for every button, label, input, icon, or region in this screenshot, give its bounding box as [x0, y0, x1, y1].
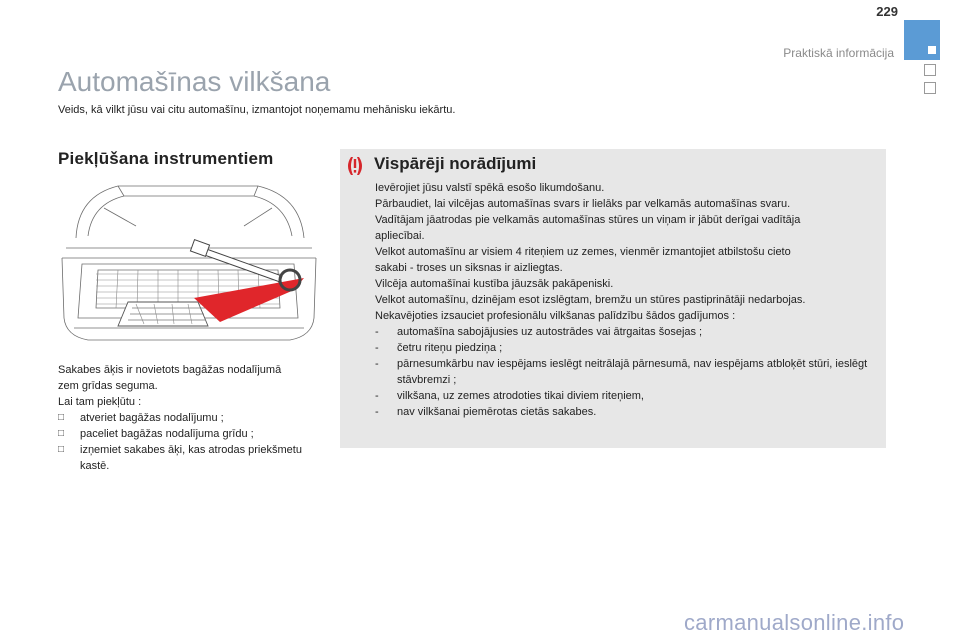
access-step [58, 442, 318, 474]
towing-case-text: četru riteņu piedziņa ; [397, 342, 503, 354]
general-line: apliecībai. [375, 230, 425, 242]
access-heading: Piekļūšana instrumentiem [58, 149, 274, 168]
dash-marker: - [375, 406, 379, 418]
towing-case [375, 388, 880, 404]
general-line: sakabi - troses un siksnas ir aizliegtas. [375, 262, 563, 274]
checkbox-bullet-icon: □ [58, 428, 65, 439]
dash-marker: - [375, 326, 379, 338]
access-step-text: paceliet bagāžas nodalījuma grīdu ; [80, 428, 254, 440]
trunk-tow-hook-illustration [58, 178, 320, 354]
towing-case-text: pārnesumkārbu nav iespējams ieslēgt neitrālajā pārnesumā, nav iespējams atbloķēt stūri, ieslēgt stāvbremzi ; [397, 358, 868, 386]
chapter-tab[interactable] [904, 20, 940, 60]
section-label: Praktiskā informācija [783, 46, 894, 60]
general-heading: Vispārēji norādījumi [374, 154, 537, 173]
access-step [58, 426, 318, 442]
towing-case [375, 356, 880, 388]
general-line: Vilcēja automašīnai kustība jāuzsāk pakāpeniski. [375, 278, 614, 290]
dash-marker: - [375, 342, 379, 354]
chapter-tab-marker [928, 46, 936, 54]
general-line: Pārbaudiet, lai vilcējas automašīnas svars ir lielāks par velkamās automašīnas svaru. [375, 198, 791, 210]
dash-marker: - [375, 358, 379, 370]
access-step [58, 410, 318, 426]
towing-case-text: vilkšana, uz zemes atrodoties tikai diviem riteņiem, [397, 390, 644, 402]
towing-case [375, 340, 880, 356]
checkbox-bullet-icon: □ [58, 444, 65, 455]
access-instructions [58, 362, 318, 474]
page-title: Automašīnas vilkšana [58, 66, 331, 97]
access-text-line: Lai tam piekļūtu : [58, 396, 142, 408]
access-steps-list [58, 410, 318, 474]
general-line: Velkot automašīnu ar visiem 4 riteņiem uz zemes, vienmēr izmantojiet atbilstošu cieto [375, 246, 791, 258]
towing-case-text: automašīna sabojājusies uz autostrādes vai ātrgaitas šosejas ; [397, 326, 703, 338]
general-instructions-panel [340, 149, 886, 448]
access-step-text: atveriet bagāžas nodalījumu ; [80, 412, 224, 424]
checkbox-bullet-icon: □ [58, 412, 65, 423]
chapter-tab-box-1[interactable] [924, 64, 936, 76]
warning-exclamation-icon [344, 155, 366, 177]
access-step-text: izņemiet sakabes āķi, kas atrodas priekšmetu kastē. [80, 444, 302, 472]
access-text-line: Sakabes āķis ir novietots bagāžas nodalījumā [58, 364, 282, 376]
page-number: 229 [876, 4, 898, 19]
dash-marker: - [375, 390, 379, 402]
general-body [375, 180, 880, 420]
towing-case [375, 324, 880, 340]
access-text-line: zem grīdas seguma. [58, 380, 158, 392]
watermark: carmanualsonline.info [684, 610, 905, 635]
general-line: Nekavējoties izsauciet profesionālu vilkšanas palīdzību šādos gadījumos : [375, 310, 736, 322]
general-line: Ievērojiet jūsu valstī spēkā esošo likumdošanu. [375, 182, 605, 194]
towing-cases-list [375, 324, 880, 420]
general-line: Velkot automašīnu, dzinējam esot izslēgtam, bremžu un stūres pastiprinātāji nedarbojas. [375, 294, 806, 306]
general-line: Vadītājam jāatrodas pie velkamās automašīnas stūres un viņam ir jābūt derīgai vadītāja [375, 214, 801, 226]
towing-case-text: nav vilkšanai piemērotas cietās sakabes. [397, 406, 597, 418]
page-intro: Veids, kā vilkt jūsu vai citu automašīnu, izmantojot noņemamu mehānisku iekārtu. [58, 104, 456, 116]
towing-case [375, 404, 880, 420]
chapter-tab-box-2[interactable] [924, 82, 936, 94]
